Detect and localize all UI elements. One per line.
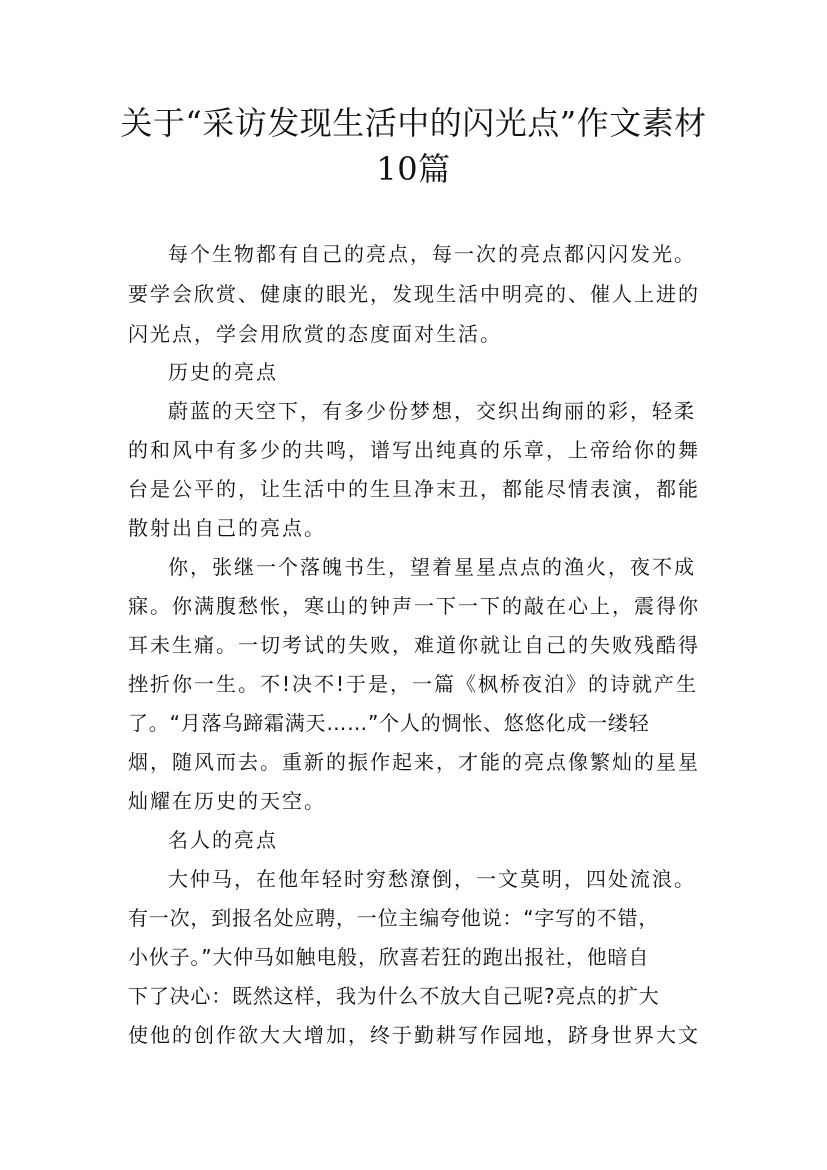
paragraph-line: 有一次，到报名处应聘，一位主编夸他说：“字写的不错， <box>128 906 660 930</box>
paragraph-line: 耳未生痛。一切考试的失败，难道你就让自己的失败残酷得 <box>128 633 700 657</box>
paragraph-line: 小伙子。”大仲马如触电般，欣喜若狂的跑出报社，他暗自 <box>128 945 650 969</box>
paragraph-line: 你，张继一个落魄书生，望着星星点点的渔火，夜不成 <box>168 555 696 579</box>
section-heading: 名人的亮点 <box>168 828 278 852</box>
paragraph-line: 寐。你满腹愁怅，寒山的钟声一下一下的敲在心上，震得你 <box>128 594 700 618</box>
paragraph-line: 了。“月落乌蹄霜满天……”个人的惆怅、悠悠化成一缕轻 <box>128 711 650 735</box>
paragraph-line: 闪光点，学会用欣赏的态度面对生活。 <box>128 322 502 346</box>
paragraph-line: 灿耀在历史的天空。 <box>128 789 326 813</box>
paragraph-line: 挫折你一生。不!决不!于是，一篇《枫桥夜泊》的诗就产生 <box>128 672 699 696</box>
document-title-continued: 10篇 <box>376 150 451 188</box>
paragraph-line: 散射出自己的亮点。 <box>128 516 326 540</box>
paragraph-line: 台是公平的，让生活中的生旦净末丑，都能尽情表演，都能 <box>128 477 700 501</box>
paragraph-line: 蔚蓝的天空下，有多少份梦想，交织出绚丽的彩，轻柔 <box>168 399 696 423</box>
paragraph-line: 烟，随风而去。重新的振作起来，才能的亮点像繁灿的星星 <box>128 750 700 774</box>
document-title: 关于“采访发现生活中的闪光点”作文素材 <box>120 104 707 142</box>
paragraph-line: 的和风中有多少的共鸣，谱写出纯真的乐章，上帝给你的舞 <box>128 438 700 462</box>
paragraph-line: 每个生物都有自己的亮点，每一次的亮点都闪闪发光。 <box>168 242 696 266</box>
paragraph-line: 大仲马，在他年轻时穷愁潦倒，一文莫明，四处流浪。 <box>168 867 696 891</box>
paragraph-line: 使他的创作欲大大增加，终于勤耕写作园地，跻身世界大文 <box>128 1023 700 1047</box>
section-heading: 历史的亮点 <box>168 360 278 384</box>
paragraph-line: 下了决心：既然这样，我为什么不放大自己呢?亮点的扩大 <box>128 984 660 1008</box>
paragraph-line: 要学会欣赏、健康的眼光，发现生活中明亮的、催人上进的 <box>128 282 700 306</box>
